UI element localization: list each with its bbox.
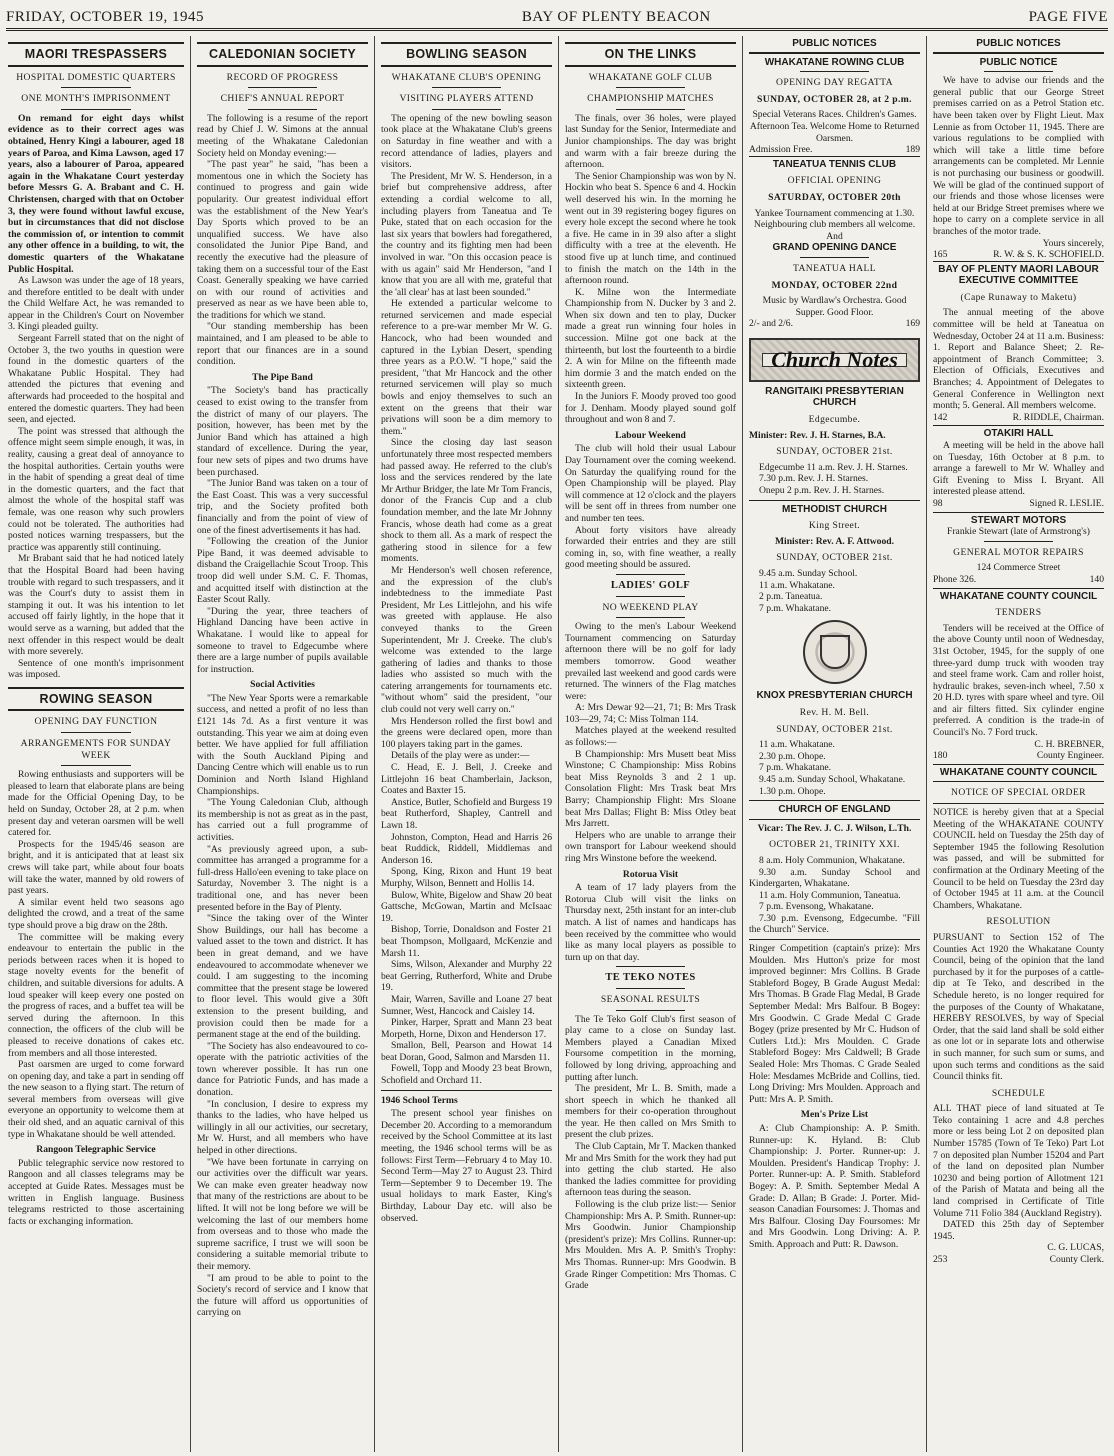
paragraph: "In conclusion, I desire to express my thanks to the ladies, who have helped us willingly in all our activities, our secretary, Mr W. Hurst, and all members who have helped in other directions.: [197, 1098, 368, 1157]
service-line: 1.30 p.m. Ohope.: [759, 785, 826, 797]
divider: [61, 732, 131, 733]
service-line: 8 a.m. Holy Communion, Whakatane.: [759, 854, 905, 866]
paragraph: "The New Year Sports were a remarkable success, and netted a profit of no less than £121 14s 7d. As a first venture it was outstanding. This year we aim at doing even better. We have applied for full affiliation with the South Auckland Piping and Dancing Centre which will enable us to run Dominion and North Island Highland Championships.: [197, 692, 368, 797]
article-heading: ROWING SEASON: [8, 687, 184, 712]
paragraph: The finals, over 36 holes, were played last Sunday for the Senior, Intermediate and Junior championships. The day was bright and warm with a fair breeze during the afternoon.: [565, 112, 736, 171]
result-line: Bishop, Torrie, Donaldson and Foster 21 beat Thompson, Mollgaard, McKenzie and Marsh 11.: [381, 924, 552, 959]
church-title: RANGITAIKI PRESBYTERIAN CHURCH: [765, 385, 904, 409]
result-line: Pinker, Harper, Spratt and Mann 23 beat Morpeth, Horne, Dixon and Henderson 17.: [381, 1017, 552, 1040]
ref-number: 140: [1089, 573, 1104, 585]
section-subhead: Social Activities: [250, 679, 315, 691]
article-heading: ON THE LINKS: [565, 42, 736, 67]
divider: [61, 87, 131, 88]
notice-body: Tenders will be received at the Office of the above County until noon of Wednesday, 31st October, 1945, for the supply of one three-yard dump truck with wooden tray and steel frame work. Cam and roller hoist, hydraulic brakes, seven-inch wheel, 7.50 x 20 H.D. tyres with spare wheel and tyre. Oil and air filters fitted. Six cylinder engine preferred. A condition is the trade-in of Council's No. 7 Ford truck.: [933, 622, 1104, 739]
church-minister: Rev. H. M. Bell.: [799, 706, 870, 718]
article-subheading: WHAKATANE GOLF CLUB: [588, 71, 713, 83]
divider: [432, 87, 500, 88]
divider: [984, 71, 1052, 72]
result-line: Smallon, Bell, Pearson and Howat 14 beat Doran, Good, Salmon and Marsden 11.: [381, 1040, 552, 1063]
notice-signed: R. W. & S. K. SCHOFIELD.: [993, 249, 1104, 261]
notice-body: We have to advise our friends and the general public that our George Street premises carried on as a Petrol Station etc. have been taken over by Flight Lieut. Max Lennie as from October 11, 1945. There are various regulations to be complied with which will take a little time before arrangements can be completed. Mr Lennie is not purchasing our business or goodwill. We will be glad of the continued support of our friends and those whose licenses were held at our Bridge Street premises where we hope to carry on a complete service in all branches of the motor trade.: [933, 75, 1104, 237]
service-line: 11 a.m. Whakatane.: [759, 739, 835, 751]
article-heading: MAORI TRESPASSERS: [8, 42, 184, 67]
paragraph: K. Milne won the Intermediate Championship from N. Ducker by 3 and 2. When six down and ten to play, Ducker made a great run winning four holes in succession. Milne got one back at the thirteenth, but lost the fourteenth to a birdie 2. A win for Milne on the fifteenth made him dormie 3 and the match ended on the sixteenth green.: [565, 286, 736, 391]
notice-date: SATURDAY, OCTOBER 20th: [768, 191, 901, 203]
notice-footer: [749, 144, 920, 156]
divider: [616, 596, 684, 597]
service-line: 11 a.m. Holy Communion, Taneatua.: [759, 889, 901, 901]
service-line: 7 p.m. Whakatane.: [759, 602, 832, 614]
paragraph: In the Juniors F. Moody proved too good for J. Denham. Moody played sound golf throughout and won 8 and 7.: [565, 391, 736, 426]
column-3: [374, 36, 558, 1452]
article-subheading: ONE MONTH'S IMPRISONMENT: [21, 93, 171, 105]
notice-otakiri: [933, 425, 1104, 511]
notice-footer: [749, 318, 920, 330]
notice-footer: [933, 498, 1104, 510]
notice-body: Yankee Tournament commencing at 1.30. Neighbouring club members all welcome.: [753, 207, 916, 231]
paragraph: A: Club Championship: A. P. Smith. Runner-up: K. Hyland. B: Club Championship: J. Porter. Runner-up: J. Moulden. President's Handicap Trophy: J. Porter. Runner-up: A. P. Smith. Stableford Bogey: A. P. Smith. September Medal A Grade: D. Allan; B Grade: J. Porter. Mid-season Canadian Foursomes: J. Thomas and Mrs Balfour. Closing Day Foursomes: Mr and Mrs Goodwin. Long Driving: A. P. Smith. Approach and Putt: R. Dawson.: [749, 1122, 920, 1250]
ref-number: 165: [933, 249, 948, 261]
paragraph: Sentence of one month's imprisonment was imposed.: [8, 657, 184, 681]
paragraph: Helpers who are unable to arrange their own transport for Labour weekend should ring Mrs Winstone before the weekend.: [565, 829, 736, 864]
paragraph: A team of 17 lady players from the Rotorua Club will visit the links on Thursday next, 25th instant for an inter-club match. A list of names and handicaps has been received by the committee who would like as many local players as possible to turn up on that day.: [565, 882, 736, 963]
divider: [984, 541, 1052, 542]
church-minister: Minister: Rev. J. H. Starnes, B.A.: [749, 429, 886, 441]
section-label: PUBLIC NOTICES: [933, 36, 1104, 54]
paragraph: The Te Teko Golf Club's first season of play came to a close on Sunday last. Members played a Canadian Mixed Foursome competition in the morning, followed by long driving, approaching and putting after lunch.: [565, 1013, 736, 1083]
section-subhead: The Pipe Band: [252, 371, 313, 383]
paragraph: B Championship: Mrs Musett beat Miss Winstone; C Championship: Miss Robins beat Miss Reynolds 3 and 2 1 up. Consolation Flight: Mrs Trask beat Mrs Barry; Championship Flight: Mrs Sloane beat Mrs Dallas; Flight B: Miss Otley beat Mrs Jarrett.: [565, 748, 736, 830]
paragraph: The president, Mr L. B. Smith, made a short speech in which he thanked all members for their co-operation throughout the year. He then called on Mrs Smith to present the club prizes.: [565, 1083, 736, 1141]
resolution-title: RESOLUTION: [986, 916, 1051, 928]
service-line: Onepu 2 p.m. Rev. J. H. Starnes.: [759, 485, 885, 497]
notice-footer: [933, 1254, 1104, 1266]
paragraph: Prospects for the 1945/46 season are bright, and it is anticipated that at least six crews will take part, while about four boats will take the water, manned by old rowers of past years.: [8, 838, 184, 897]
paragraph: The opening of the new bowling season took place at the Whakatane Club's greens on Saturday in fine weather and with a record attendance of ladies, players and visitors.: [381, 112, 552, 171]
paragraph: The following is a resume of the report read by Chief J. W. Simons at the annual meeting of the Whakatane Caledonian Society held on Monday evening:—: [197, 112, 368, 159]
service-line: 2 p.m. Taneatua.: [759, 591, 823, 603]
column-1: [6, 36, 190, 1452]
divider: [61, 765, 131, 766]
masthead-page: PAGE FIVE: [1028, 9, 1108, 25]
notice-role: County Engineer.: [1036, 750, 1104, 762]
notice-title: WHAKATANE COUNTY COUNCIL: [939, 590, 1098, 602]
article-subheading: OPENING DAY FUNCTION: [34, 716, 158, 728]
notice-signed: C. G. LUCAS,: [1047, 1242, 1104, 1254]
article-subheading: WHAKATANE CLUB'S OPENING: [391, 71, 542, 83]
article-heading: BOWLING SEASON: [381, 42, 552, 67]
paragraph: "The past year" he said, "has been a momentous one in which the Society has continued to progress and gain wide popularity. Our greatest individual effort was the establishment of the New Year's Day Sports which proved to be an unqualified success. We have also consolidated the Junior Pipe Band, and recently the executive had the pleasure of taking them on a successful tour of the East Coast. Generally speaking we have carried on with our round of activities and preserved as near as we have been able to, the traditions for which we stand.: [197, 159, 368, 321]
column-4: [558, 36, 742, 1452]
divider: [616, 988, 684, 989]
paragraph: "We have been fortunate in carrying on our activities over the difficult war years. We can make even greater headway now that many of the restrictions are about to be lifted. It will not be long before we will be welcoming the last of our members home from overseas and to those who made the supreme sacrifice, I trust we will soon be considering a suitable memorial tribute to their memory.: [197, 1156, 368, 1272]
divider: [616, 617, 684, 618]
notice-footer: [933, 249, 1104, 261]
result-line: Fowell, Topp and Moody 23 beat Brown, Schofield and Orchard 11.: [381, 1063, 552, 1087]
paragraph: As Lawson was under the age of 18 years, and therefore entitled to be dealt with under the Child Welfare Act, he was remanded to appear in the Children's Court on November 3. Kingi pleaded guilty.: [8, 275, 184, 333]
service-line: 7 p.m. Whakatane.: [759, 762, 832, 774]
church-notes-banner: [749, 338, 920, 382]
paragraph: The committee will be making every endeavour to entertain the public in the periods between races when it is hoped to stage novelty events for the benefit of children, and suitable diversions for adults. A loud speaker will keep every one posted on the progress of races, and a buffet tea will be served during the afternoon. In this connection, the officers of the club will be pleased to receive donations of cakes etc. from members and all those interested.: [8, 931, 184, 1059]
notice-labour: [933, 261, 1104, 426]
notice-tennis: [749, 156, 920, 332]
notice-title: OTAKIRI HALL: [983, 428, 1054, 440]
divider: [61, 109, 131, 110]
paragraph: "Our standing membership has been maintained, and I am pleased to be able to report that our finances are in a sound condition.: [197, 321, 368, 368]
paragraph: Mr Henderson's well chosen reference, and the expression of the club's indebtedness to the immediate Past President, Mr Les Littlejohn, and his wife was greeted with applause. He also conveyed thanks to the Green Superintendent, Mr J. Creeke. The club's welcome was extended to the large gathering of ladies and thanks to those ladies who assisted so much with the catering arrangements for tournaments etc. "without whom" said the president, "our club could not very well carry on.": [381, 564, 552, 716]
masthead-date: FRIDAY, OCTOBER 19, 1945: [6, 9, 205, 25]
divider: [616, 87, 684, 88]
paragraph: "Since the taking over of the Winter Show Buildings, our hall has become a valued asset to the town and district. It has been in great demand, and we have endeavoured to accommodate whenever we could. I am suggesting to the incoming committee that the present stage be lowered to floor level. This would give a 30ft extension to the present building, and provision could then be made for a permanent stage at the end of the building.: [197, 913, 368, 1041]
music-text: Music by Wardlaw's Orchestra. Good Supper. Good Floor.: [762, 295, 907, 318]
paragraph: "The Young Caledonian Club, although its membership is not as great as in the past, has carried out a full programme of activities.: [197, 797, 368, 843]
divider: [381, 1090, 552, 1091]
lead-paragraph: On remand for eight days whilst evidence as to their correct ages was obtained, Henry Kingi a labourer, aged 18 years of Paroa, and Kima Lawson, aged 17 years, also a labourer of Paroa, appeared again in the Whakatane Court yesterday before Messrs G. A. Brabant and C. H. Christensen, charged with that on October 3, they were found without lawful excuse, but in circumstances that did not disclose the commission of, or intention to commit any other offence in a building, to wit, the domestic quarters of the Whakatane Public Hospital.: [8, 112, 184, 275]
church-notes-title: Church Notes: [762, 353, 907, 367]
church-title: METHODIST CHURCH: [782, 503, 887, 515]
paragraph: Details of the play were as under:—: [391, 750, 530, 762]
section-subhead: Rangoon Telegraphic Service: [36, 1144, 156, 1156]
church-date: OCTOBER 21, TRINITY XXI.: [769, 839, 900, 851]
columns: [6, 36, 1110, 1452]
admission-text: Admission Free.: [749, 144, 813, 156]
notice-title: WHAKATANE ROWING CLUB: [764, 56, 905, 68]
result-line: Mair, Warren, Saville and Loane 27 beat Sumner, West, Hancock and Caisley 14.: [381, 993, 552, 1017]
notice-subtitle: TENDERS: [995, 607, 1042, 619]
paragraph: The point was stressed that although the offence might seem simple enough, it was, in reality, causing a great deal of annoyance to the hospital authorities. Certain youths were in the habit of spending a great deal of time in the domestic quarters, and the fact that almost the whole of the hospital staff was female, was one reason why such prowlers could not be tolerated. The authorities had posted notices warning trespassers, but the practice was apparently still continuing.: [8, 425, 184, 553]
notice-role: County Clerk.: [1049, 1254, 1104, 1265]
notice-footer: [933, 750, 1104, 762]
divider: [749, 939, 920, 940]
result-line: Anstice, Butler, Schofield and Burgess 19 beat Rutherford, Shapley, Cantrell and Lawn 18.: [381, 796, 552, 831]
paragraph: The club will hold their usual Labour Day Tournament over the coming weekend. On Saturday the qualifying round for the Open Championship will be played. Play will commence at 12 o'clock and the players will be sent off in threes from number one and number ten tees.: [565, 443, 736, 524]
price-text: 2/- and 2/6.: [749, 318, 793, 330]
notice-subtitle: Frankie Stewart (late of Armstrong's): [947, 526, 1090, 538]
article-subheading: CHAMPIONSHIP MATCHES: [587, 93, 714, 105]
masthead-title: BAY OF PLENTY BEACON: [521, 9, 711, 25]
service-line: 7.30 p.m. Evensong, Edgecumbe. "Fill the Church" Service.: [749, 912, 920, 936]
schedule-title: SCHEDULE: [991, 1087, 1046, 1099]
paragraph: Public telegraphic service now restored to Rangoon and all classes telegrams may be accepted at Guide Rates. Messages must be written in English language. Business telegrams restricted to those ascertaining facts or exchanging information.: [8, 1157, 184, 1227]
column-6: [926, 36, 1110, 1452]
notice-sign: Yours sincerely,: [1042, 237, 1104, 249]
church-date: SUNDAY, OCTOBER 21st.: [776, 446, 893, 458]
repairs-title: GENERAL MOTOR REPAIRS: [953, 546, 1084, 558]
notice-body: A meeting will be held in the above hall on Tuesday, 16th October at 8 p.m. to arrange a farewell to Mr W. Whalley and Gift Evening to Miss I. Bryant. All interested please attend.: [933, 440, 1104, 498]
paragraph: A: Mrs Dewar 92—21, 71; B: Mrs Trask 103—29, 74; C: Miss Tolman 114.: [565, 702, 736, 725]
article-heading: LADIES' GOLF: [610, 579, 691, 591]
paragraph: Past oarsmen are urged to come forward on opening day, and take a part in sending off the new season to a flying start. The return of several members from overseas will give everyone an opportunity to welcome them at their old shed, and an aquatic carnival of this type in Whakatane should be well attended.: [8, 1059, 184, 1140]
article-heading: TE TEKO NOTES: [605, 972, 696, 984]
notice-body: NOTICE is hereby given that at a Special Meeting of the WHAKATANE COUNTY COUNCIL held on Tuesday the 25th day of September 1945 the following Resolution was passed, and will be submitted for confirmation at the Ordinary Meeting of the Council to be held on Tuesday the 23rd day of October 1945 at 11 a.m. at the Council Chambers, Whakatane.: [933, 807, 1104, 911]
paragraph: "The Junior Band was taken on a tour of the East Coast. This was a very successful trip, and the Society profited both financially and from the point of view of one of the finest advertisements it has had.: [197, 478, 368, 536]
paragraph: "Following the creation of the Junior Pipe Band, it was deemed advisable to disband the Craigellachie Scout Troop. This troop did well under S.M. C. F. Thomas, and acquitted itself with distinction at the Easter Scout Rally.: [197, 536, 368, 606]
church-date: SUNDAY, OCTOBER 21st.: [776, 723, 893, 735]
ref-number: 189: [905, 144, 920, 156]
article-subheading: VISITING PLAYERS ATTEND: [399, 93, 534, 105]
notice-and: And: [826, 230, 843, 242]
article-heading: CALEDONIAN SOCIETY: [197, 42, 368, 67]
paragraph: Since the closing day last season unfortunately three most respected members had passed away. He referred to the club's loss and the services rendered by the late Mr Arthur Bridger, the late Mr Tom Francis, donor of the Francis Cup and a club foundation member, and the late Mr Johnny Francis, whose death had come as a great shock to them all. As a mark of respect the gathering stood in silence for a few moments.: [381, 437, 552, 565]
paragraph: "During the year, three teachers of Highland Dancing have been active in Whakatane. I would like to appeal for someone to travel to Edgecumbe where there are a large number of pupils available for instruction.: [197, 605, 368, 675]
address-text: 124 Commerce Street: [976, 562, 1061, 574]
paragraph: About forty visitors have already forwarded their entries and they are still coming in, so, with fine weather, a really good meeting should be assured.: [565, 524, 736, 571]
service-line: 7.30 p.m. Rev. J. H. Starnes.: [759, 473, 869, 485]
notice-subtitle: NOTICE OF SPECIAL ORDER: [951, 787, 1086, 799]
paragraph: "As previously agreed upon, a sub-committee has arranged a programme for a full-dress Hallo'een evening to take place on Saturday, November 3. The night is a traditional one, and has never been presented before in the Bay of Plenty.: [197, 843, 368, 913]
article-subheading: CHIEF'S ANNUAL REPORT: [220, 93, 345, 105]
article-subheading: ARRANGEMENTS FOR SUNDAY WEEK: [20, 738, 172, 761]
masthead: [6, 6, 1108, 31]
article-subheading: NO WEEKEND PLAY: [602, 601, 699, 613]
result-line: Bulow, White, Bigelow and Shaw 20 beat Gattsche, McGowan, Martin and McIsaac 19.: [381, 889, 552, 924]
divider: [933, 803, 1104, 804]
notice-title: BAY OF PLENTY MAORI LABOUR EXECUTIVE COMMITTEE: [938, 263, 1099, 287]
divider: [749, 500, 920, 501]
divider: [616, 1010, 684, 1011]
section-subhead: Men's Prize List: [800, 1109, 869, 1121]
notice-signed: Signed R. LESLIE.: [1029, 497, 1104, 509]
paragraph: The Club Captain, Mr T. Macken thanked Mr and Mrs Smith for the work they had put into getting the club started. He also thanked the ladies committee for providing afternoon teas during the season.: [565, 1141, 736, 1199]
notice-title: STEWART MOTORS: [970, 514, 1067, 526]
divider: [933, 781, 1104, 782]
notice-signed: C. H. BREBNER,: [1034, 738, 1104, 750]
paragraph: Rowing enthusiasts and supporters will be pleased to learn that elaborate plans are being made for the Official Opening Day, to be held on Sunday, October 28, at 2 p.m. when present day and veteran oarsmen will be well catered for.: [8, 769, 184, 839]
notice-body: The annual meeting of the above committee will be held at Taneatua on Wednesday, October 24 at 11 a.m. Business: 1. Report and Balance Sheet; 2. Re-appointment of Branch Committee; 3. Election of Officials, Executives and Branches; 4. Appointment of Delegates to General Conference in Wellington next month; 5. General. All members welcome.: [933, 307, 1104, 412]
paragraph: "I am proud to be able to point to the Society's record of service and I know that the future will afford us opportunities of carrying on: [197, 1272, 368, 1319]
result-line: Johnston, Compton, Head and Harris 26 beat Ruddick, Riddell, Middlemas and Anderson 16.: [381, 831, 552, 866]
paragraph: The President, Mr W. S. Henderson, in a brief but comprehensive address, after extending a cordial welcome to all, including players from Taneatua and Te Puke, stated that on each occasion for the last six years that bowlers had foregathered, the country and its fighting men had been involved in war. "On this occasion peace is with us again" said Mr Henderson, "and I know that you are all with me, grateful that the 'all clear' has at last been sounded.": [381, 170, 552, 298]
notice-body: Special Veterans Races. Children's Games. Afternoon Tea. Welcome Home to Returned Oarsmen.: [749, 109, 920, 144]
paragraph: "The Society has also endeavoured to co-operate with the patriotic activities of the town wherever possible. It has run one dance for Patriotic Funds, and has made a donation.: [197, 1040, 368, 1099]
divider: [616, 574, 684, 575]
divider: [248, 87, 316, 88]
dance-title: GRAND OPENING DANCE: [772, 242, 897, 254]
article-subheading: SEASONAL RESULTS: [600, 993, 701, 1005]
service-line: 9.45 a.m. Sunday School.: [759, 568, 858, 579]
divider: [616, 966, 684, 967]
divider: [432, 109, 500, 110]
divider: [749, 819, 920, 820]
paragraph: Following is the club prize list:— Senior Championship: Mrs A. P. Smith. Runner-up: Mrs Goodwin. Junior Championship (president's prize): Mrs Collins. Runner-up: Mrs Moulden. Mrs A. P. Smith's Trophy: Mrs Thomas. Runner-up: Mrs Goodwin. B Grade Ringer Competition: Mrs Thomas. C Grade: [565, 1199, 736, 1292]
notice-council-order: [933, 764, 1104, 1268]
paragraph: "The Society's band has practically ceased to exist owing to the transfer from the district of many of our players. The position, however, has been met by the Junior Band which has attained a high standard of excellence. During the year, four new sets of pipes and two drums have been purchased.: [197, 385, 368, 478]
paragraph: Owing to the men's Labour Weekend Tournament commencing on Saturday afternoon there will be no golf for lady members tomorrow. Good weather prevailed last weekend and good cards were returned. The winners of the Flag matches were:: [565, 621, 736, 702]
service-line: Edgecumbe 11 a.m. Rev. J. H. Starnes.: [759, 461, 908, 473]
paragraph: Ringer Competition (captain's prize): Mrs Moulden. Mrs Hutton's prize for most improved beginner: Mrs Collins. B Grade Stableford Bogey, B Grade August Medal: Mrs Thomas. B Grade Flag Medal, B Grade September Medal: Mrs Balfour. B Bogey: Mrs Goodwin. C Grade Medal C Grade Bogey (prize presented by Mr C. Hudson of Cutlers Ltd.): Mrs Moulden. C Grade Stableford Bogey: Mrs Caldwell; B Grade Sealed Hole: Mrs Thomas. C Grade Sealed Hole: Mesdames McBride and Collins, tied. Long Driving: Mrs Moulden. Approach and Putt: Mrs A. P. Smith.: [749, 943, 920, 1105]
notice-footer: [933, 412, 1104, 424]
notice-title: PUBLIC NOTICE: [979, 56, 1058, 68]
article-subheading: RECORD OF PROGRESS: [226, 71, 339, 83]
column-5: [742, 36, 926, 1452]
paragraph: Mr Brabant said that he had noticed lately that the Hospital Board had been having trouble with regard to such trespassers, and it was the Court's duty to assist them in stamping it out. It was his intention to let accused off fairly lightly, in the hope that it would serve as a warning, but added that the next offender in this respect would be dealt with more severely.: [8, 553, 184, 658]
hall-name: TANEATUA HALL: [792, 262, 877, 274]
ref-number: 142: [933, 411, 948, 423]
ref-number: 98: [933, 497, 943, 509]
notice-subtitle: (Cape Runaway to Maketu): [960, 291, 1077, 303]
paragraph: The Senior Championship was won by N. Hockin who beat S. Spence 6 and 4. Hockin well deserved his win. In the morning he went out in 39 registering bogey figures on every hole except the second where he took a five. He came in in 39 also after a slight difficulty with a tree at the eleventh. He stood five up at lunch time, and continued to finish the match on the 14th in the afternoon round.: [565, 170, 736, 287]
paragraph: A similar event held two seasons ago delighted the crowd, and a treat of the same type should prove a big draw on the 28th.: [8, 896, 184, 931]
notice-subtitle: OPENING DAY REGATTA: [776, 77, 893, 89]
notice-subtitle: OFFICIAL OPENING: [787, 175, 882, 187]
paragraph: Mrs Henderson rolled the first bowl and the greens were declared open, more than 100 players taking part in the games.: [381, 715, 552, 750]
dance-date: MONDAY, OCTOBER 22nd: [771, 279, 898, 291]
result-line: Spong, King, Rixon and Hunt 19 beat Murphy, Wilson, Bennett and Hollis 14.: [381, 866, 552, 889]
service-line: 9.30 a.m. Sunday School and Kindergarten, Whakatane.: [749, 866, 920, 890]
church-crest-icon: [803, 620, 867, 684]
result-line: C. Head, E. J. Bell, J. Creeke and Littlejohn 16 beat Chamberlain, Jackson, Coates and Baxter 15.: [381, 762, 552, 797]
paragraph: Matches played at the weekend resulted as follows:—: [565, 725, 736, 749]
church-date: SUNDAY, OCTOBER 21st.: [776, 552, 893, 564]
notice-title: WHAKATANE COUNTY COUNCIL: [939, 766, 1098, 778]
schedule-body: ALL THAT piece of land situated at Te Teko containing 1 acre and 4.8 perches more or less being Lot 2 on deposited plan Number 15785 (Town of Te Teko) Part Lot 7 on deposited plan Number 15204 and Part of the land on deposited plan Number 10230 and being portion of Allotment 121 of the Parish of Matata and being all the land comprised in Certificate of Title Volume 711 Folio 384 (Auckland Registry).: [933, 1103, 1104, 1219]
notice-date: SUNDAY, OCTOBER 28, at 2 p.m.: [757, 93, 912, 105]
column-2: [190, 36, 374, 1452]
result-line: Sims, Wilson, Alexander and Murphy 22 beat Gerring, Rutherford, White and Drube 19.: [381, 959, 552, 994]
service-line: 2.30 p.m. Ohope.: [759, 750, 826, 762]
church-title: KNOX PRESBYTERIAN CHURCH: [756, 690, 913, 702]
church-vicar: Vicar: The Rev. J. C. J. Wilson, L.Th.: [757, 822, 912, 834]
service-line: 9.45 a.m. Sunday School, Whakatane.: [759, 773, 906, 785]
church-place: King Street.: [808, 520, 861, 532]
paragraph: He extended a particular welcome to returned servicemen and made especial reference to a pre-war member Mr W. G. Hancock, who had been wounded and captured in the Lybian Desert, spending three years as a P.O.W. "I hope," said the president, "that Mr Hancock and the other returned servicemen will play so much bowls and enjoy themselves to such an extent on the greens that their war privations will soon be a dim memory to them.": [381, 298, 552, 437]
resolution-body: PURSUANT to Section 152 of The Counties Act 1920 the Whakatane County Council, being of the opinion that the land purchased by it for the purposes of a cattle-dip at Te Teko, and described in the Schedule hereto, is no longer required for the purposes of the County of Whakatane, HEREBY RESOLVES, by way of Special Order, that the said land shall be sold either as one lot or in separate lots and otherwise in such manner, for such sum or sums, and upon such terms and conditions as the said Council thinks fit.: [933, 931, 1104, 1083]
notice-stewart: [933, 512, 1104, 588]
church-minister: Minister: Rev. A. F. Attwood.: [774, 535, 895, 547]
divider: [749, 800, 920, 801]
notice-title: TANEATUA TENNIS CLUB: [772, 158, 897, 170]
phone-text: Phone 326.: [933, 573, 977, 585]
notice-signed: R. RIDDLE, Chairman.: [1012, 411, 1104, 423]
ref-number: 169: [905, 318, 920, 330]
article-subheading: HOSPITAL DOMESTIC QUARTERS: [16, 71, 176, 83]
ref-number: 253: [933, 1254, 948, 1265]
section-subhead: Rotorua Visit: [622, 868, 679, 880]
paragraph: Sergeant Farrell stated that on the night of October 3, the two youths in question were found in the domestic quarters of the Whakatane Public Hospital. They had attended the pictures that evening and afterwards had proceeded to the hospital and entered the domestic quarters. They had been seen, and ejected.: [8, 333, 184, 426]
divider: [800, 257, 868, 258]
section-label: PUBLIC NOTICES: [749, 36, 920, 54]
service-line: 7 p.m. Evensong, Whakatane.: [759, 901, 874, 913]
church-place: Edgecumbe.: [808, 414, 861, 426]
notice-footer: [933, 574, 1104, 586]
divider: [248, 109, 316, 110]
divider: [616, 109, 684, 110]
service-line: 11 a.m. Whakatane.: [759, 579, 835, 591]
divider: [800, 71, 868, 72]
church-title: CHURCH OF ENGLAND: [778, 804, 891, 816]
section-subhead: 1946 School Terms: [381, 1094, 458, 1106]
ref-number: 180: [933, 750, 948, 762]
paragraph: The present school year finishes on December 20. According to a memorandum received by the School Committee at its last meeting, the 1946 school terms will be as follows: First Term—February 4 to May 10. Second Term—May 27 to August 23. Third Term—September 9 to December 19. The usual holidays to mark Easter, King's Birthday, Labour Day etc. will also be observed.: [381, 1108, 552, 1224]
notice-council-tenders: [933, 588, 1104, 764]
section-subhead: Labour Weekend: [615, 429, 686, 441]
dated-text: DATED this 25th day of September 1945.: [933, 1219, 1104, 1242]
